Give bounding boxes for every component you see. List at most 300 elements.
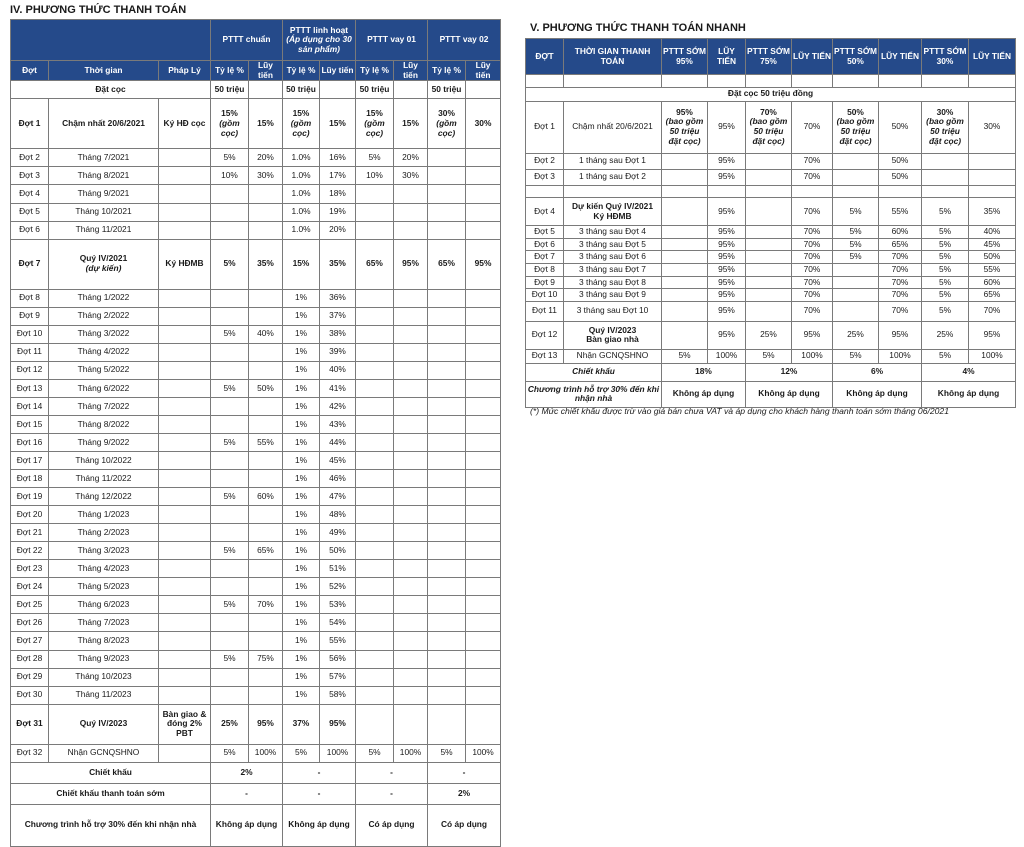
table-cell: Đợt 15 (11, 415, 49, 433)
table-cell (394, 614, 428, 632)
table-row (11, 596, 501, 614)
table-cell (394, 524, 428, 542)
table-cell (394, 488, 428, 506)
col-header: Tỷ lệ % (356, 61, 394, 81)
col-header: THỜI GIAN THANH TOÁN (564, 39, 662, 75)
table-row (11, 744, 501, 762)
col-header: Lũy tiến (320, 61, 356, 81)
col-header: Lũy tiến (394, 61, 428, 81)
table-cell (211, 506, 249, 524)
table-cell (428, 614, 466, 632)
table-cell: Bàn giao & đóng 2% PBT (159, 704, 211, 744)
table-row (11, 488, 501, 506)
table-cell (159, 221, 211, 239)
table-cell: Đợt 10 (526, 289, 564, 302)
table-cell: 70% (879, 276, 922, 289)
table-cell: Tháng 10/2021 (49, 203, 159, 221)
table-cell: Đợt 18 (11, 470, 49, 488)
table-cell (466, 343, 501, 361)
table-cell: 5% (833, 349, 879, 363)
table-cell (159, 488, 211, 506)
table-cell (356, 578, 394, 596)
col-header: LŨY TIẾN (879, 39, 922, 75)
table-cell (466, 614, 501, 632)
cell-note: (bao gồm 50 triệu đặt cọc) (749, 116, 788, 146)
table-cell: 3 tháng sau Đợt 9 (564, 289, 662, 302)
table-cell (320, 81, 356, 99)
table-cell: Tháng 10/2022 (49, 452, 159, 470)
table-row (11, 650, 501, 668)
table-cell (428, 524, 466, 542)
table-cell (356, 704, 394, 744)
table-row (11, 185, 501, 203)
table-row (526, 87, 1016, 101)
table-cell: Tháng 12/2022 (49, 488, 159, 506)
table-cell (356, 452, 394, 470)
table-row (11, 307, 501, 325)
table-cell: 1.0% (283, 203, 320, 221)
col-header: PTTT SỚM 75% (746, 39, 792, 75)
table-cell (428, 433, 466, 451)
plan-flexible-note: (Áp dụng cho 30 sản phẩm) (286, 34, 352, 54)
table-cell: 52% (320, 578, 356, 596)
table-cell (159, 167, 211, 185)
table-row (11, 415, 501, 433)
table-cell (159, 325, 211, 343)
table-cell: Đợt 28 (11, 650, 49, 668)
table-cell (356, 524, 394, 542)
table-cell: 1% (283, 650, 320, 668)
deposit-label: Đặt cọc (11, 81, 211, 99)
table-cell: Đợt 2 (526, 153, 564, 169)
table-row (526, 363, 1016, 381)
table-cell: Đợt 14 (11, 397, 49, 415)
table-cell: 30% (bao gồm 50 triệu đặt cọc) (922, 101, 969, 153)
table-cell: 5% (922, 263, 969, 276)
table-cell: 25% (833, 321, 879, 349)
table-row (11, 99, 501, 149)
table-cell (662, 251, 708, 264)
table-cell: 5% (211, 239, 249, 289)
table-cell (356, 307, 394, 325)
table-cell: Đợt 24 (11, 578, 49, 596)
table-cell (428, 542, 466, 560)
cell-note: (dự kiến) (85, 263, 122, 274)
table-row (11, 203, 501, 221)
table-cell (708, 185, 746, 198)
table-cell: 5% (922, 251, 969, 264)
table-cell (466, 185, 501, 203)
table-cell: 100% (879, 349, 922, 363)
table-cell (662, 198, 708, 226)
table-cell (428, 704, 466, 744)
table-cell: Đợt 32 (11, 744, 49, 762)
table-cell: 95% (708, 101, 746, 153)
table-cell (922, 153, 969, 169)
section5-title: V. PHƯƠNG THỨC THANH TOÁN NHANH (530, 22, 746, 34)
footer-value: - (283, 762, 356, 783)
table-cell: Tháng 3/2022 (49, 325, 159, 343)
table-cell: 56% (320, 650, 356, 668)
table-cell (428, 668, 466, 686)
footer-value: - (356, 762, 428, 783)
table-cell (662, 276, 708, 289)
table-cell: 95% (708, 251, 746, 264)
table-cell (356, 542, 394, 560)
table-cell (159, 379, 211, 397)
table-cell: Tháng 3/2023 (49, 542, 159, 560)
table-cell: 38% (320, 325, 356, 343)
table-row (11, 632, 501, 650)
table-cell: Đợt 9 (11, 307, 49, 325)
table-cell (211, 668, 249, 686)
table-cell: 3 tháng sau Đợt 5 (564, 238, 662, 251)
table-cell (662, 75, 708, 88)
deposit-value: 50 triệu (428, 81, 466, 99)
table-cell: Đợt 6 (11, 221, 49, 239)
table-row (11, 804, 501, 846)
table-cell: 5% (283, 744, 320, 762)
table-cell: 100% (249, 744, 283, 762)
table-cell (394, 452, 428, 470)
table-cell (662, 226, 708, 239)
table-cell: Đợt 7 (526, 251, 564, 264)
table-cell: 30% (394, 167, 428, 185)
table-cell (356, 203, 394, 221)
table-cell: 3 tháng sau Đợt 6 (564, 251, 662, 264)
table-cell: 5% (746, 349, 792, 363)
table-cell: 70% (879, 301, 922, 321)
table-cell (466, 167, 501, 185)
table-cell: 95% (708, 238, 746, 251)
table-cell: 1% (283, 397, 320, 415)
table-cell (249, 307, 283, 325)
table-cell: 30% (466, 99, 501, 149)
table-row (11, 762, 501, 783)
table-cell (159, 614, 211, 632)
table-cell: 5% (211, 149, 249, 167)
section4-title: IV. PHƯƠNG THỨC THANH TOÁN (10, 4, 187, 16)
table-cell (746, 153, 792, 169)
table-cell: 20% (320, 221, 356, 239)
col-header: Lũy tiến (466, 61, 501, 81)
table-cell (394, 632, 428, 650)
table-cell (249, 668, 283, 686)
table-cell: 16% (320, 149, 356, 167)
table-cell (428, 361, 466, 379)
table-cell (833, 263, 879, 276)
table-cell: 20% (394, 149, 428, 167)
table-cell (466, 650, 501, 668)
table-cell (466, 221, 501, 239)
col-header: PTTT SỚM 50% (833, 39, 879, 75)
table-cell: Đợt 29 (11, 668, 49, 686)
table-cell: 1.0% (283, 149, 320, 167)
table-cell: Ký HĐ cọc (159, 99, 211, 149)
table-cell: 1% (283, 307, 320, 325)
table-cell: 1% (283, 415, 320, 433)
table-cell (211, 361, 249, 379)
table-cell: Đợt 11 (526, 301, 564, 321)
table-cell: 95% (394, 239, 428, 289)
table-cell: 1% (283, 542, 320, 560)
table-row (11, 239, 501, 289)
table-cell: 1% (283, 488, 320, 506)
table-cell: 1% (283, 524, 320, 542)
table-cell (394, 704, 428, 744)
table-cell (466, 686, 501, 704)
footer-value: - (283, 783, 356, 804)
table-cell: 55% (320, 632, 356, 650)
table-cell: 70% (792, 153, 833, 169)
header-plan-standard: PTTT chuẩn (211, 20, 283, 61)
table-cell: 5% (356, 149, 394, 167)
table-cell: 35% (320, 239, 356, 289)
table-cell (159, 343, 211, 361)
table-cell (428, 596, 466, 614)
table-cell: Tháng 11/2021 (49, 221, 159, 239)
table-cell: 41% (320, 379, 356, 397)
table-cell (428, 506, 466, 524)
table-cell: 5% (922, 238, 969, 251)
table-row (526, 289, 1016, 302)
table-cell: 5% (211, 542, 249, 560)
table-cell (356, 289, 394, 307)
table-cell: 95% (969, 321, 1016, 349)
table-row (11, 686, 501, 704)
table-row (526, 75, 1016, 88)
table-row (11, 452, 501, 470)
table-cell: 1% (283, 686, 320, 704)
table-cell (662, 238, 708, 251)
table-cell (249, 506, 283, 524)
table-cell (159, 578, 211, 596)
table-cell (159, 433, 211, 451)
table-cell: Đợt 2 (11, 149, 49, 167)
table-cell (428, 632, 466, 650)
table-cell (466, 668, 501, 686)
table-cell: Tháng 4/2023 (49, 560, 159, 578)
discount-value: 18% (662, 363, 746, 381)
cell-note: (bao gồm 50 triệu đặt cọc) (836, 116, 875, 146)
table-cell: 15% (gồm cọc) (356, 99, 394, 149)
table-cell (879, 75, 922, 88)
table-cell (922, 169, 969, 185)
table-cell (394, 650, 428, 668)
table-cell: Đợt 8 (11, 289, 49, 307)
col-header: LŨY TIẾN (969, 39, 1016, 75)
support-value: Không áp dụng (833, 381, 922, 407)
table-cell (969, 169, 1016, 185)
table-cell: Đợt 16 (11, 433, 49, 451)
table-cell (356, 221, 394, 239)
table-cell (428, 415, 466, 433)
table-cell (466, 632, 501, 650)
table-cell: 70% (792, 301, 833, 321)
table-cell: 1.0% (283, 221, 320, 239)
table-cell (662, 185, 708, 198)
table-cell (466, 488, 501, 506)
table-cell: 37% (283, 704, 320, 744)
table-cell: 1% (283, 632, 320, 650)
support-value: Không áp dụng (922, 381, 1016, 407)
table-cell: Tháng 7/2023 (49, 614, 159, 632)
table-cell: 5% (922, 276, 969, 289)
table-cell: 58% (320, 686, 356, 704)
table-cell: 48% (320, 506, 356, 524)
table-cell: Đợt 22 (11, 542, 49, 560)
table-cell (708, 75, 746, 88)
table-cell (394, 307, 428, 325)
table-cell: Quý IV/2023 (49, 704, 159, 744)
footer-value: - (428, 762, 501, 783)
table-cell: Tháng 7/2021 (49, 149, 159, 167)
footer-value: Có áp dụng (356, 804, 428, 846)
table-cell: Tháng 8/2021 (49, 167, 159, 185)
col-header: PTTT SỚM 30% (922, 39, 969, 75)
table-cell: Quý IV/2023 Bàn giao nhà (564, 321, 662, 349)
table-cell (466, 289, 501, 307)
table-cell (394, 596, 428, 614)
table-cell: 55% (879, 198, 922, 226)
table-cell (662, 153, 708, 169)
table-cell: 55% (249, 433, 283, 451)
table-cell: Chậm nhất 20/6/2021 (564, 101, 662, 153)
table-cell (428, 560, 466, 578)
table-cell (356, 668, 394, 686)
table-cell: Đợt 17 (11, 452, 49, 470)
table-cell: 60% (879, 226, 922, 239)
plan-flexible-label: PTTT linh hoạt (289, 24, 349, 35)
table-cell (746, 185, 792, 198)
table-cell: Dự kiến Quý IV/2021 Ký HĐMB (564, 198, 662, 226)
col-header: Đợt (11, 61, 49, 81)
cell-note: (bao gồm 50 triệu đặt cọc) (926, 116, 964, 146)
table-row (11, 433, 501, 451)
table-cell: 65% (249, 542, 283, 560)
table-cell (428, 470, 466, 488)
table-cell: Tháng 6/2022 (49, 379, 159, 397)
table-row (11, 289, 501, 307)
table-cell: Đợt 11 (11, 343, 49, 361)
table-cell: 60% (969, 276, 1016, 289)
table-cell: 44% (320, 433, 356, 451)
table-cell (394, 343, 428, 361)
footer-value: 2% (428, 783, 501, 804)
table-cell: 95% (320, 704, 356, 744)
footer-label: Chiết khấu (11, 762, 211, 783)
table-cell: 95% (708, 153, 746, 169)
table-cell: 95% (466, 239, 501, 289)
table-cell (746, 226, 792, 239)
table-cell (356, 397, 394, 415)
table-cell (394, 397, 428, 415)
table-cell: 1% (283, 379, 320, 397)
table-cell (356, 470, 394, 488)
table-row (526, 238, 1016, 251)
table-cell (356, 686, 394, 704)
table-cell: Đợt 23 (11, 560, 49, 578)
table-cell (428, 686, 466, 704)
col-header: Lũy tiến (249, 61, 283, 81)
table-cell: 1 tháng sau Đợt 2 (564, 169, 662, 185)
table-cell: 17% (320, 167, 356, 185)
table-cell: 1% (283, 614, 320, 632)
table-cell: 15% (320, 99, 356, 149)
table-cell (211, 524, 249, 542)
footer-value: 2% (211, 762, 283, 783)
col-header: ĐỢT (526, 39, 564, 75)
table-row (11, 167, 501, 185)
table-cell (249, 397, 283, 415)
deposit-value: 50 triệu (211, 81, 249, 99)
table-cell (211, 397, 249, 415)
table-cell (159, 361, 211, 379)
table-cell: 5% (211, 650, 249, 668)
table-cell (159, 397, 211, 415)
table-cell (356, 343, 394, 361)
table-cell: 40% (320, 361, 356, 379)
table-cell: 70% (792, 101, 833, 153)
table-cell: 95% (708, 169, 746, 185)
footer-value: Có áp dụng (428, 804, 501, 846)
table-cell (249, 578, 283, 596)
table-cell: 1% (283, 361, 320, 379)
table-cell (466, 704, 501, 744)
table-cell: Tháng 2/2023 (49, 524, 159, 542)
table-cell: 70% (792, 289, 833, 302)
table-cell: 65% (428, 239, 466, 289)
table-cell: 70% (249, 596, 283, 614)
table-cell (969, 75, 1016, 88)
table-cell (466, 578, 501, 596)
table-cell: Đợt 8 (526, 263, 564, 276)
cell-note: Ký HĐMB (593, 210, 632, 221)
table-cell (746, 198, 792, 226)
table-cell: Đợt 31 (11, 704, 49, 744)
table-cell: 75% (249, 650, 283, 668)
support-value: Không áp dụng (662, 381, 746, 407)
table-cell (159, 632, 211, 650)
table-cell: 5% (833, 251, 879, 264)
table-cell: 53% (320, 596, 356, 614)
table-cell (466, 325, 501, 343)
table-cell (211, 307, 249, 325)
table-cell: 5% (211, 596, 249, 614)
table-cell: 5% (428, 744, 466, 762)
table-cell: 70% (879, 289, 922, 302)
discount-value: 4% (922, 363, 1016, 381)
table-cell: 1% (283, 343, 320, 361)
table-row (526, 321, 1016, 349)
table-row (526, 301, 1016, 321)
table-cell (159, 524, 211, 542)
table-cell (394, 379, 428, 397)
table-cell (428, 578, 466, 596)
cell-note: (gồm cọc) (364, 118, 385, 138)
table-cell (394, 221, 428, 239)
table-cell (879, 185, 922, 198)
table-cell (466, 506, 501, 524)
table-cell: 15% (283, 239, 320, 289)
table-cell (394, 686, 428, 704)
table-cell: Đợt 3 (526, 169, 564, 185)
table-cell: 95% (708, 276, 746, 289)
table-cell: 50% (969, 251, 1016, 264)
table-cell: 5% (922, 198, 969, 226)
table-cell: Tháng 5/2022 (49, 361, 159, 379)
table-cell (159, 203, 211, 221)
